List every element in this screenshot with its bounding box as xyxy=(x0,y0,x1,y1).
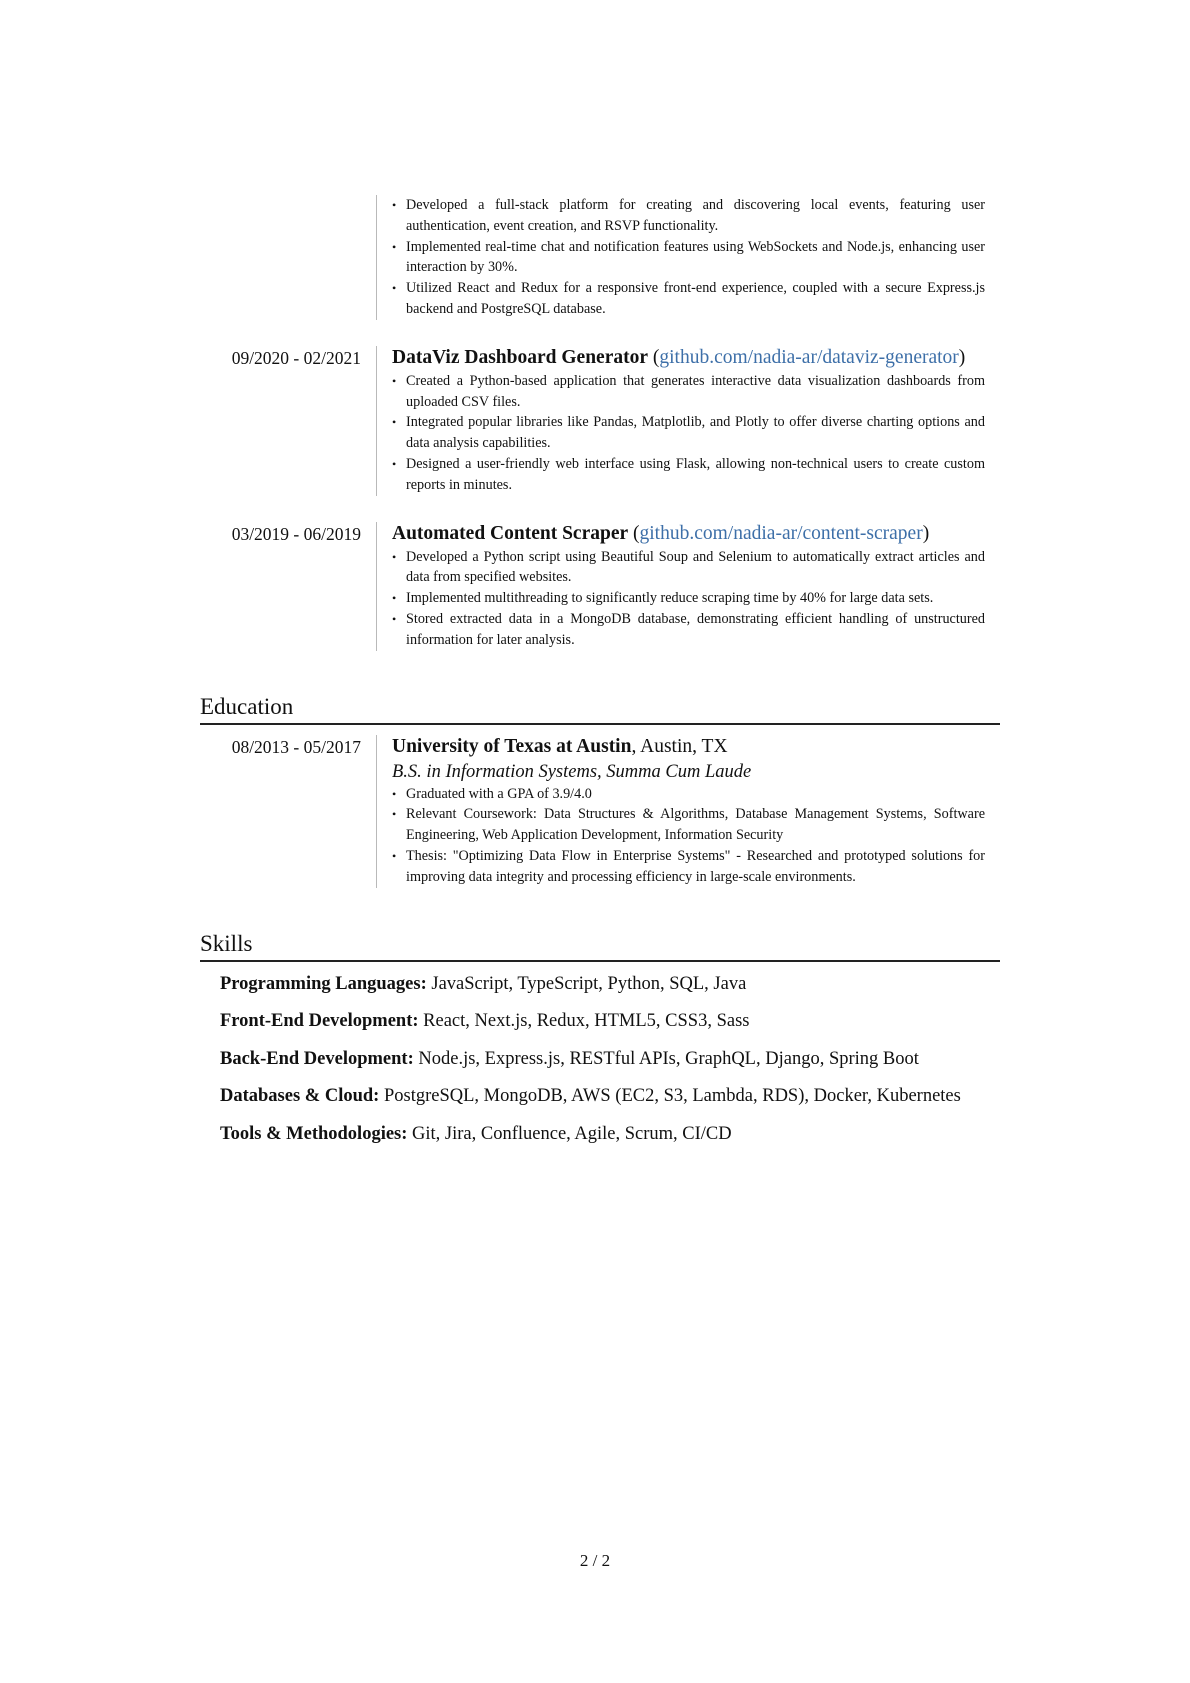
bullet-item: • Graduated with a GPA of 3.9/4.0 xyxy=(392,784,985,805)
resume-page xyxy=(200,195,1000,1159)
bullet-item: • Utilized React and Redux for a responsive front-end experience, coupled with a secure Express.js backend and PostgreSQL database. xyxy=(392,278,985,320)
bullet-list xyxy=(392,784,985,888)
skill-label: Programming Languages: xyxy=(220,973,427,994)
project-repo-link[interactable]: github.com/nadia-ar/dataviz-generator xyxy=(659,346,959,368)
skill-item xyxy=(220,1084,1000,1108)
bullet-item: • Implemented multithreading to significantly reduce scraping time by 40% for large data sets. xyxy=(392,588,985,609)
project-name: DataViz Dashboard Generator xyxy=(392,346,648,368)
skills-heading: Skills xyxy=(200,930,1000,962)
bullet-list xyxy=(392,371,985,496)
project-repo-link[interactable]: github.com/nadia-ar/content-scraper xyxy=(639,522,923,544)
skill-item xyxy=(220,1122,1000,1146)
page-number: 2 / 2 xyxy=(579,1551,611,1570)
entry-body xyxy=(376,346,985,496)
bullet-item: • Implemented real-time chat and notification features using WebSockets and Node.js, enhancing user interaction by 30%. xyxy=(392,237,985,279)
skill-value: JavaScript, TypeScript, Python, SQL, Java xyxy=(426,973,747,994)
entry-body xyxy=(376,195,985,320)
institution-name: University of Texas at Austin xyxy=(392,735,632,757)
entry-date: 03/2019 - 06/2019 xyxy=(231,523,361,544)
entry-date xyxy=(200,195,376,320)
skills-list xyxy=(200,972,1000,1146)
skill-value: PostgreSQL, MongoDB, AWS (EC2, S3, Lambda, RDS), Docker, Kubernetes xyxy=(379,1086,961,1107)
project-entry-event-platform xyxy=(200,195,1000,320)
skill-item xyxy=(220,972,1000,996)
skill-value: React, Next.js, Redux, HTML5, CSS3, Sass xyxy=(418,1011,750,1032)
skill-label: Front-End Development: xyxy=(220,1011,419,1032)
skill-label: Databases & Cloud: xyxy=(220,1086,380,1107)
institution-location: , Austin, TX xyxy=(631,735,728,757)
skill-label: Tools & Methodologies: xyxy=(220,1123,408,1144)
entry-date: 09/2020 - 02/2021 xyxy=(231,347,361,368)
entry-body xyxy=(376,735,985,888)
skill-value: Git, Jira, Confluence, Agile, Scrum, CI/CD xyxy=(407,1123,732,1144)
bullet-item: • Developed a Python script using Beautiful Soup and Selenium to automatically extract articles and data from specified websites. xyxy=(392,547,985,589)
project-name: Automated Content Scraper xyxy=(392,522,629,544)
skill-label: Back-End Development: xyxy=(220,1048,414,1069)
bullet-item: • Stored extracted data in a MongoDB database, demonstrating efficient handling of unstructured information for later analysis. xyxy=(392,609,985,651)
education-heading: Education xyxy=(200,693,1000,725)
education-entry xyxy=(200,735,1000,888)
institution-line xyxy=(392,735,985,759)
bullet-item: • Developed a full-stack platform for creating and discovering local events, featuring user authentication, event creation, and RSVP functionality. xyxy=(392,195,985,237)
project-entry-dataviz xyxy=(200,346,1000,496)
bullet-list xyxy=(392,547,985,651)
skill-value: Node.js, Express.js, RESTful APIs, GraphQL, Django, Spring Boot xyxy=(413,1048,919,1069)
bullet-item: • Designed a user-friendly web interface using Flask, allowing non-technical users to create custom reports in minutes. xyxy=(392,454,985,496)
bullet-item: • Integrated popular libraries like Pandas, Matplotlib, and Plotly to offer diverse charting options and data analysis capabilities. xyxy=(392,412,985,454)
bullet-item: • Created a Python-based application that generates interactive data visualization dashboards from uploaded CSV files. xyxy=(392,371,985,413)
bullet-list xyxy=(392,195,985,320)
skill-item xyxy=(220,1009,1000,1033)
project-title: DataViz Dashboard Generator (github.com/nadia-ar/dataviz-generator) xyxy=(392,346,966,368)
entry-body xyxy=(376,522,985,651)
degree: B.S. in Information Systems, Summa Cum Laude xyxy=(392,761,752,782)
bullet-item: • Thesis: "Optimizing Data Flow in Enterprise Systems" - Researched and prototyped solutions for improving data integrity and processing efficiency in large-scale environments. xyxy=(392,846,985,888)
bullet-item: • Relevant Coursework: Data Structures & Algorithms, Database Management Systems, Software Engineering, Web Application Development, Information Security xyxy=(392,804,985,846)
project-entry-content-scraper xyxy=(200,522,1000,651)
entry-date: 08/2013 - 05/2017 xyxy=(231,736,361,757)
project-title: Automated Content Scraper (github.com/nadia-ar/content-scraper) xyxy=(392,522,930,544)
skill-item xyxy=(220,1047,1000,1071)
